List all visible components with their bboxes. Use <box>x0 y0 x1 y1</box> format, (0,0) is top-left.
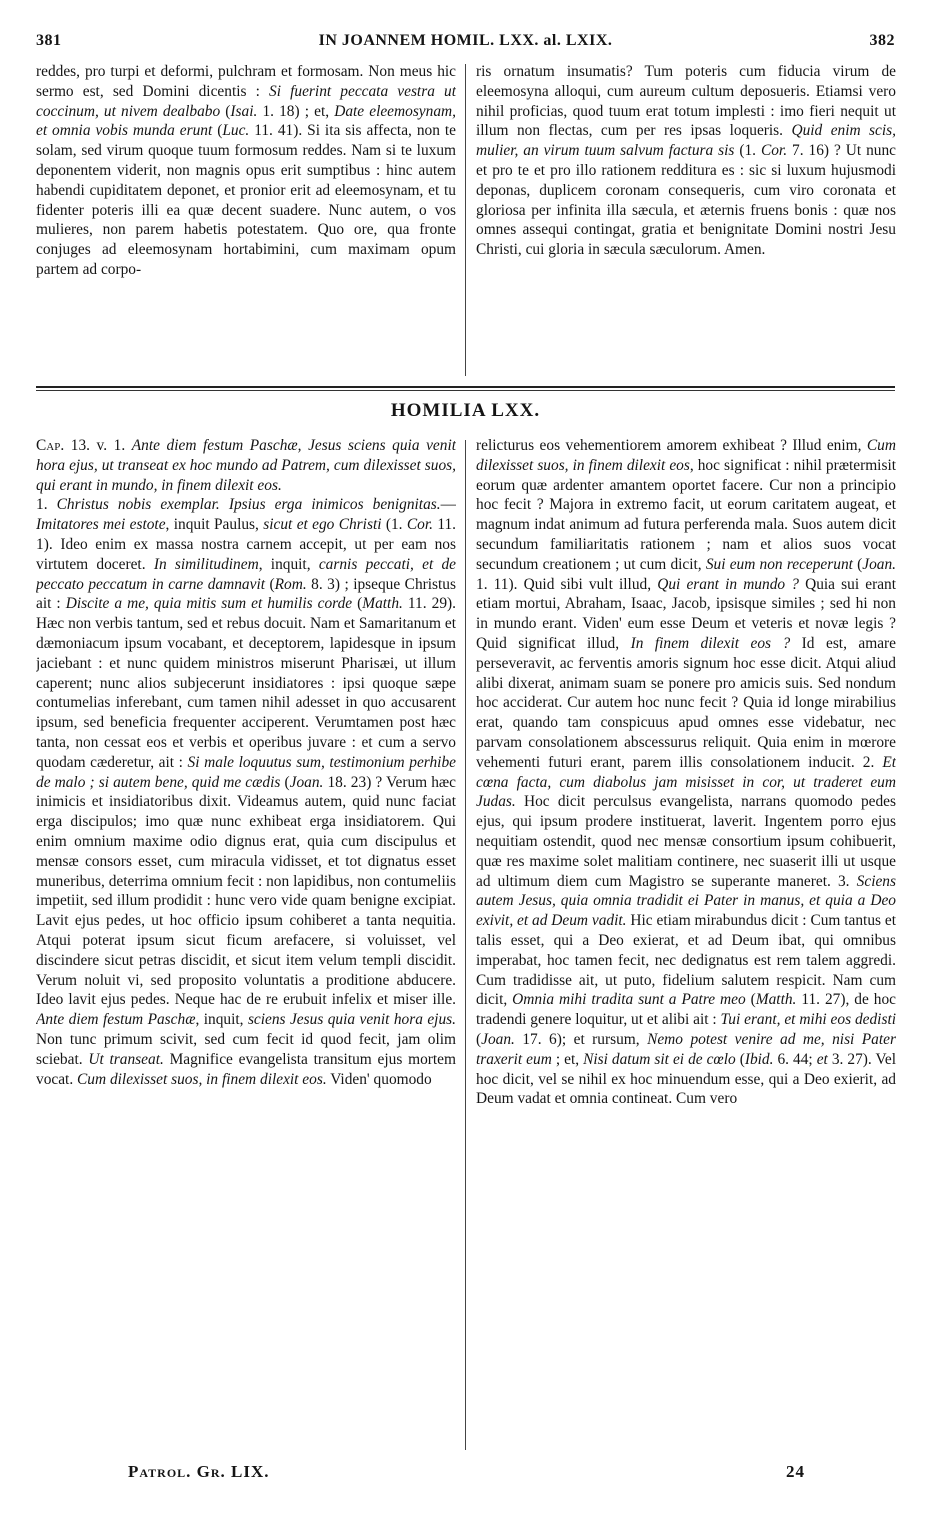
running-head <box>36 32 895 54</box>
footer-signature: Patrol. Gr. LIX. <box>128 1462 270 1481</box>
page-number-left: 381 <box>36 32 62 49</box>
running-title: IN JOANNEM HOMIL. LXX. al. LXIX. <box>318 32 613 49</box>
top-left-column: reddes, pro turpi et deformi, pulchram et formosam. Non meus hic sermo est, sed Domini dicentis : Si fuerint peccata vestra ut coccinum, ut nivem dealbabo (Isai. 1. 18) ; et, Date eleemosynam, et omnia vobis munda erunt (Luc. 11. 41). Si ita sis affecta, non te solam, sed virum quoque tuum formosum reddes. Nam si te luxum deponentem viderit, non magnis opus erit sumptibus : hinc autem habendi cupiditatem deponet, et pronior erit ad eleemosynam, et tu fidenter poteris illi ea quæ decent suadere. Nunc autem, o vos mulieres, non parem habetis potestatem. Quo ore, qua fronte conjuges ad eleemosynam hortabimini, cum maximam opum partem ad corpo- <box>36 63 456 278</box>
section-divider-thin <box>36 390 895 391</box>
column-rule-top <box>465 64 466 376</box>
top-right-column: ris ornatum insumatis? Tum poteris cum fiducia virum de eleemosyna alloqui, cum aureum cultum deposueris. Etiamsi vero nihil proficias, quod tuum erat totum implesti : imo fieri nequit ut illum non flectas, cum per res ipsas loqueris. Quid enim scis, mulier, an virum tuum salvum factura sis (1. Cor. 7. 16) ? Ut nunc et pro te et pro illo rationem redditura es : sic si luxum hujusmodi deponas, duplicem coronam consequeris, cum viro coronata et gloriosa per infinita illa sæcula, et æternis fruens bonis : quæ nos omnes assequi contingat, gratia et benignitate Domini nostri Jesu Christi, cui gloria in sæcula sæculorum. Amen. <box>476 63 896 259</box>
bottom-left-column: Cap. 13. v. 1. Ante diem festum Paschæ, Jesus sciens quia venit hora ejus, ut transeat ex hoc mundo ad Patrem, cum dilexisset suos, qui erant in mundo, in finem dilexit eos. 1. Christus nobis exemplar. Ipsius erga inimicos benignitas.— Imitatores mei estote, inquit Paulus, sicut et ego Christi (1. Cor. 11. 1). Ideo enim ex massa nostra carnem accepit, ut per eam nos virtutem doceret. In similitudinem, inquit, carnis peccati, et de peccato peccatum in carne damnavit (Rom. 8. 3) ; ipseque Christus ait : Discite a me, quia mitis sum et humilis corde (Matth. 11. 29). Hæc non verbis tantum, sed et rebus docuit. Nam et Samaritanum et dæmoniacum ipsum vocabant, et deceptorem, lapidesque in ipsum jaciebant : et nunc quidem ministros miserunt Pharisæi, ut illum caperent; nunc alios subjecerunt insidiatores : ipsi quoque sæpe contumelias inferebant, cum tamen nihil adesset in quo accusarent ipsum, sed beneficia frequenter acciperent. Verumtamen post hæc tanta, non cessat eos et verbis et operibus juvare : et cum a servo quodam cæderetur, ait : Si male loquutus sum, testimonium perhibe de malo ; si autem bene, quid me cædis (Joan. 18. 23) ? Verum hæc inimicis et insidiatoribus dixit. Videamus autem, quid nunc faciat erga discipulos; imo quæ nunc exhibeat erga insidiatorem. Qui enim omnium maxime odio dignus erat, quia cum discipulus et mensæ consors esset, cum miracula vidisset, et tot dignatus esset muneribus, deterrima omnium fecit : non lapidibus, non contumeliis impetiit, sed illum prodidit : hunc vero vide quam benigne excipiat. Lavit ejus pedes, ut hoc officio ipsum cohiberet a tanta nequitia. Atqui poterat ipsum sicut ficum arefacere, si voluisset, vel discindere sicut petras discidit, et sicut item velum templi discidit. Verum noluit vi, sed proposito voluntatis a proditione abducere. Ideo lavit ejus pedes. Neque hac de re erubuit infelix et miser ille. Ante diem festum Paschæ, inquit, sciens Jesus quia venit hora ejus. Non tunc primum scivit, sed cum fecit id quod fecit, jam olim sciebat. Ut transeat. Magnifice evangelista transitum ejus mortem vocat. Cum dilexisset suos, in finem dilexit eos. Viden' quomodo <box>36 437 456 1088</box>
footer-sheet-number: 24 <box>786 1462 805 1481</box>
column-rule-bottom <box>465 440 466 1450</box>
section-divider <box>36 386 895 388</box>
bottom-right-column: relicturus eos vehementiorem amorem exhibeat ? Illud enim, Cum dilexisset suos, in finem dilexit eos, hoc significat : nihil prætermisit eorum quæ ardenter amantem oportet facere. Cur non a principio hoc fecit ? Majora in extremo facit, ut eorum caritatem augeat, et magnum indat animum ad futura perferenda mala. Suos autem dicit secundum familiaritatis rationem ; nam et alios suos vocat secundum creationem ; ut cum dicit, Sui eum non receperunt (Joan. 1. 11). Quid sibi vult illud, Qui erant in mundo ? Quia sui erant etiam mortui, Abraham, Isaac, Jacob, ipsisque similes ; sed hi non in mundo erant. Viden' eum esse Deum et veteris et novæ legis ? Quid significat illud, In finem dilexit eos ? Id est, amare perseveravit, ac ferventis amoris signum hoc esse dicit. Atqui aliud alibi dixerat, animam suam se ponere pro amicis suis. Sed nondum hoc acciderat. Cur autem hoc nunc fecit ? Quia id longe mirabilius erat, quando tam conspicuus apud omnes esse videbatur, nec parvam consolationem abscessurus reliquit. Quia enim in mœrore vehementi futuri erant, parem illis consolationem inducit. 2. Et cœna facta, cum diabolus jam misisset in cor, ut traderet eum Judas. Hoc dicit perculsus evangelista, narrans quomodo pedes ejus, qui ipsum prodere instituerat, laverit. Ingentem porro ejus nequitiam ostendit, quod nec mensæ consortium ipsum cohibuerit, quæ res maxime solet malitiam continere, nec suaserit illi ut usque ad ultimum diem cum Magistro se superante maneret. 3. Sciens autem Jesus, quia omnia tradidit ei Pater in manus, et quia a Deo exivit, et ad Deum vadit. Hic etiam mirabundus dicit : Cum tantus et talis esset, qui a Deo exierat, et ad Deum ibat, qui omnibus imperabat, hoc tamen fecit, nec dedignatus est rem talem aggredi. Cum tradidisse ait, ut puto, fidelium salutem respicit. Nam cum dicit, Omnia mihi tradita sunt a Patre meo (Matth. 11. 27), de hoc tradendi genere loquitur, ut et alibi ait : Tui erant, et mihi eos dedisti (Joan. 17. 6); et rursum, Nemo potest venire ad me, nisi Pater traxerit eum ; et, Nisi datum sit ei de cœlo (Ibid. 6. 44; et 3. 27). Vel hoc dicit, vel se nihil ex hoc minuendum esse, qui a Deo exierit, ad Deum vadat et omnia contineat. Cum vero <box>476 437 896 1108</box>
homily-title: HOMILIA LXX. <box>390 400 541 421</box>
page-number-right: 382 <box>869 32 895 49</box>
